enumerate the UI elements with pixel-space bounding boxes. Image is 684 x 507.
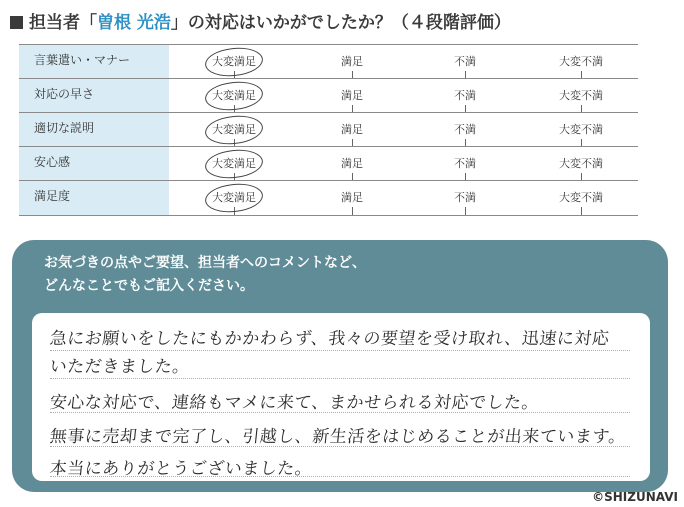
handwritten-comment-line: 安心な対応で、連絡もマメに来て、まかせられる対応でした。 xyxy=(48,393,541,413)
option-very-satisfied[interactable]: 大変満足 xyxy=(212,123,256,136)
selection-circle-mark xyxy=(204,147,265,181)
rating-row-label: 言葉遣い・マナー xyxy=(19,45,169,79)
handwritten-comment-line: 本当にありがとうございました。 xyxy=(48,459,314,479)
option-very-satisfied[interactable]: 大変満足 xyxy=(212,89,256,102)
rating-table xyxy=(19,44,638,216)
staff-name: 曽根 光浩 xyxy=(97,13,171,33)
option-dissatisfied[interactable]: 不満 xyxy=(454,191,476,204)
selection-circle-mark xyxy=(204,45,265,79)
rating-row xyxy=(19,44,638,79)
option-very-dissatisfied[interactable]: 大変不満 xyxy=(559,55,603,68)
scale-tick xyxy=(465,207,466,215)
option-satisfied[interactable]: 満足 xyxy=(341,191,363,204)
option-very-dissatisfied[interactable]: 大変不満 xyxy=(559,123,603,136)
rating-row-label: 満足度 xyxy=(19,181,169,215)
option-satisfied[interactable]: 満足 xyxy=(341,89,363,102)
option-very-satisfied[interactable]: 大変満足 xyxy=(212,191,256,204)
title-prefix: 担当者「 xyxy=(29,13,97,33)
selection-circle-mark xyxy=(204,79,265,113)
option-dissatisfied[interactable]: 不満 xyxy=(454,55,476,68)
option-satisfied[interactable]: 満足 xyxy=(341,157,363,170)
option-satisfied[interactable]: 満足 xyxy=(341,55,363,68)
rating-row xyxy=(19,112,638,147)
option-dissatisfied[interactable]: 不満 xyxy=(454,89,476,102)
copyright-label: ©SHIZUNAVI xyxy=(592,490,678,504)
rating-row-label: 対応の早さ xyxy=(19,79,169,113)
option-very-dissatisfied[interactable]: 大変不満 xyxy=(559,191,603,204)
option-very-satisfied[interactable]: 大変満足 xyxy=(212,55,256,68)
selection-circle-mark xyxy=(204,181,265,215)
selection-circle-mark xyxy=(204,113,265,147)
option-very-dissatisfied[interactable]: 大変不満 xyxy=(559,89,603,102)
rating-row xyxy=(19,180,638,216)
scale-tick xyxy=(581,207,582,215)
rating-row-label: 安心感 xyxy=(19,147,169,181)
option-dissatisfied[interactable]: 不満 xyxy=(454,123,476,136)
handwritten-comment-line: 無事に売却まで完了し、引越し、新生活をはじめることが出来ています。 xyxy=(48,427,627,447)
scale-tick xyxy=(352,207,353,215)
option-dissatisfied[interactable]: 不満 xyxy=(454,157,476,170)
option-very-satisfied[interactable]: 大変満足 xyxy=(212,157,256,170)
option-very-dissatisfied[interactable]: 大変不満 xyxy=(559,157,603,170)
rating-row xyxy=(19,146,638,181)
rating-row-label: 適切な説明 xyxy=(19,113,169,147)
option-satisfied[interactable]: 満足 xyxy=(341,123,363,136)
rating-row xyxy=(19,78,638,113)
title-suffix: 」の対応はいかがでしたか？（４段階評価） xyxy=(170,13,511,33)
survey-title xyxy=(10,8,511,33)
comment-prompt-line-2: どんなことでもご記入ください。 xyxy=(44,278,254,294)
comment-prompt-line-1: お気づきの点やご要望、担当者へのコメントなど、 xyxy=(44,255,366,271)
handwritten-comment-line: 急にお願いをしたにもかかわらず、我々の要望を受け取れ、迅速に対応 xyxy=(48,329,611,349)
ruled-line xyxy=(50,350,630,351)
ruled-line xyxy=(50,378,630,379)
square-bullet-icon xyxy=(10,16,23,29)
handwritten-comment-line: いただきました。 xyxy=(48,357,191,377)
